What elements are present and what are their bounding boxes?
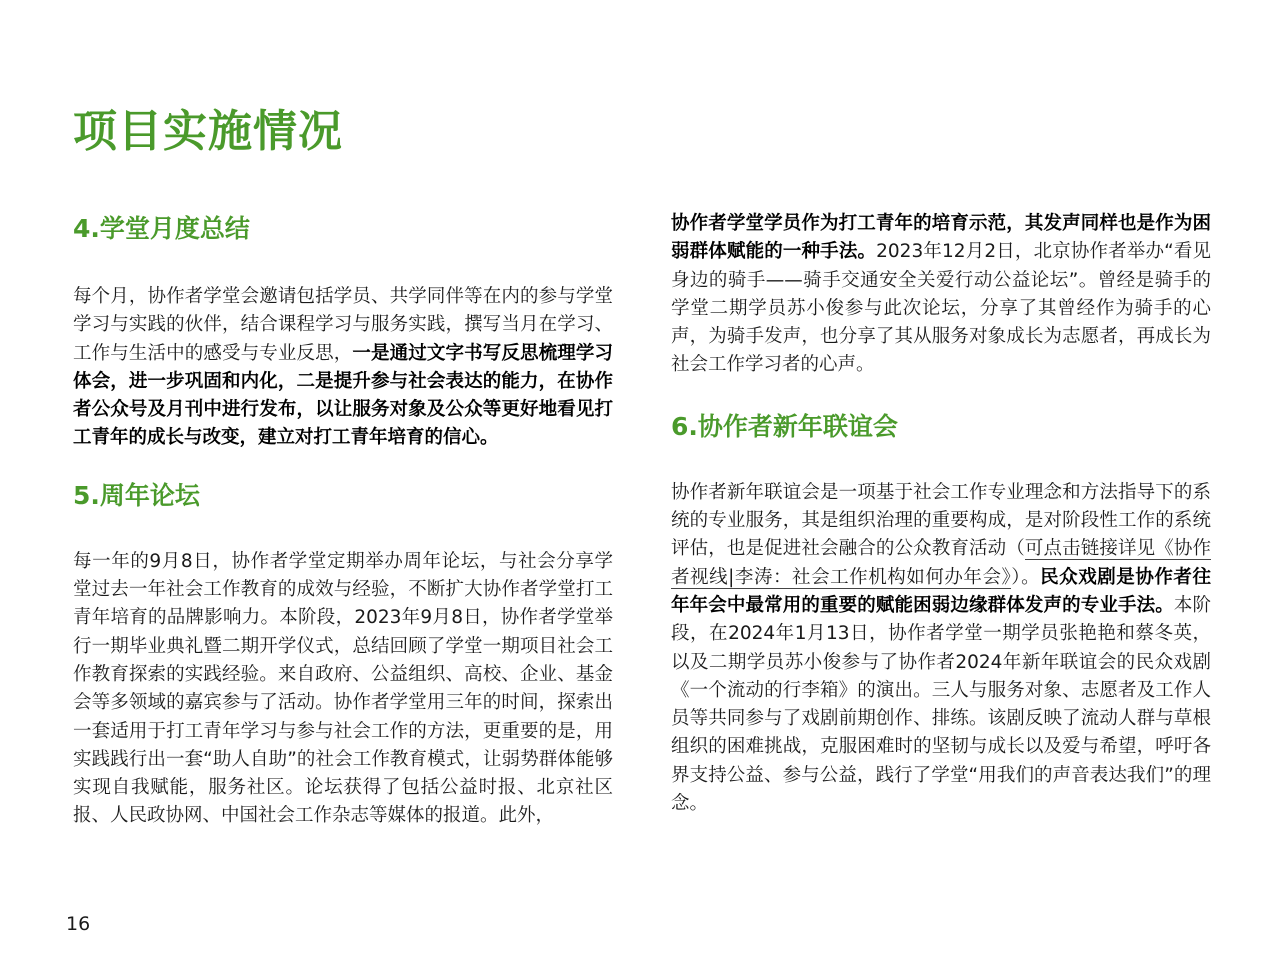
section-4-bold-text: 一是通过文字书写反思梳理学习体会，进一步巩固和内化，二是提升参与社会表达的能力，在协作者公众号及月刊中进行发布，以让服务对象及公众等更好地看见打工青年的成长与改变，建立对打工青年培育的信心。	[73, 342, 613, 449]
article-link[interactable]: 可点击链接详见《协作者视线|李涛：社会工作机构如何办年会》	[671, 538, 1211, 588]
section-6-text: 协作者新年联谊会是一项基于社会工作专业理念和方法指导下的系统的专业服务，其是组织治理的重要构成，是对阶段性工作的系统评估，也是促进社会融合的公众教育活动（	[671, 481, 1211, 560]
page-title: 项目实施情况	[73, 106, 343, 157]
section-6-heading: 6.协作者新年联谊会	[671, 411, 898, 441]
section-4-paragraph	[73, 283, 613, 453]
section-5-bold-text: 协作者学堂学员作为打工青年的培育示范，其发声同样也是作为困弱群体赋能的一种手法。	[671, 213, 1211, 263]
right-column	[671, 210, 1211, 818]
section-5-heading: 5.周年论坛	[73, 480, 200, 510]
section-5-continued-text: 2023年12月2日，北京协作者举办“看见身边的骑手——骑手交通安全关爱行动公益论坛”。曾经是骑手的学堂二期学员苏小俊参与此次论坛，分享了其曾经作为骑手的心声，为骑手发声，也分享了其从服务对象成长为志愿者，再成长为社会工作学习者的心声。	[671, 241, 1211, 376]
section-5-continued	[671, 210, 1211, 380]
section-6-link-close: ）。	[1011, 566, 1041, 588]
section-6-paragraph	[671, 479, 1211, 819]
section-6-end-text: 本阶段，在2024年1月13日，协作者学堂一期学员张艳艳和蔡冬英，以及二期学员苏小俊参与了协作者2024年新年联谊会的民众戏剧《一个流动的行李箱》的演出。三人与服务对象、志愿者及工作人员等共同参与了戏剧前期创作、排练。该剧反映了流动人群与草根组织的困难挑战，克服困难时的坚韧与成长以及爱与希望，呼吁各界支持公益、参与公益，践行了学堂“用我们的声音表达我们”的理念。	[671, 594, 1211, 815]
section-5-paragraph: 每一年的9月8日，协作者学堂定期举办周年论坛，与社会分享学堂过去一年社会工作教育的成效与经验，不断扩大协作者学堂打工青年培育的品牌影响力。本阶段，2023年9月8日，协作者学堂举行一期毕业典礼暨二期开学仪式，总结回顾了学堂一期项目社会工作教育探索的实践经验。来自政府、公益组织、高校、企业、基金会等多领域的嘉宾参与了活动。协作者学堂用三年的时间，探索出一套适用于打工青年学习与参与社会工作的方法，更重要的是，用实践践行出一套“助人自助”的社会工作教育模式，让弱势群体能够实现自我赋能，服务社区。论坛获得了包括公益时报、北京社区报、人民政协网、中国社会工作杂志等媒体的报道。此外，	[73, 550, 613, 827]
section-4-text: 每个月，协作者学堂会邀请包括学员、共学同伴等在内的参与学堂学习与实践的伙伴，结合课程学习与服务实践，撰写当月在学习、工作与生活中的感受与专业反思，	[73, 286, 613, 364]
left-column	[73, 210, 613, 831]
page-number: 16	[66, 913, 91, 935]
section-4-heading: 4.学堂月度总结	[73, 214, 250, 243]
section-6-bold-text: 民众戏剧是协作者往年年会中最常用的重要的赋能困弱边缘群体发声的专业手法。	[671, 566, 1211, 616]
